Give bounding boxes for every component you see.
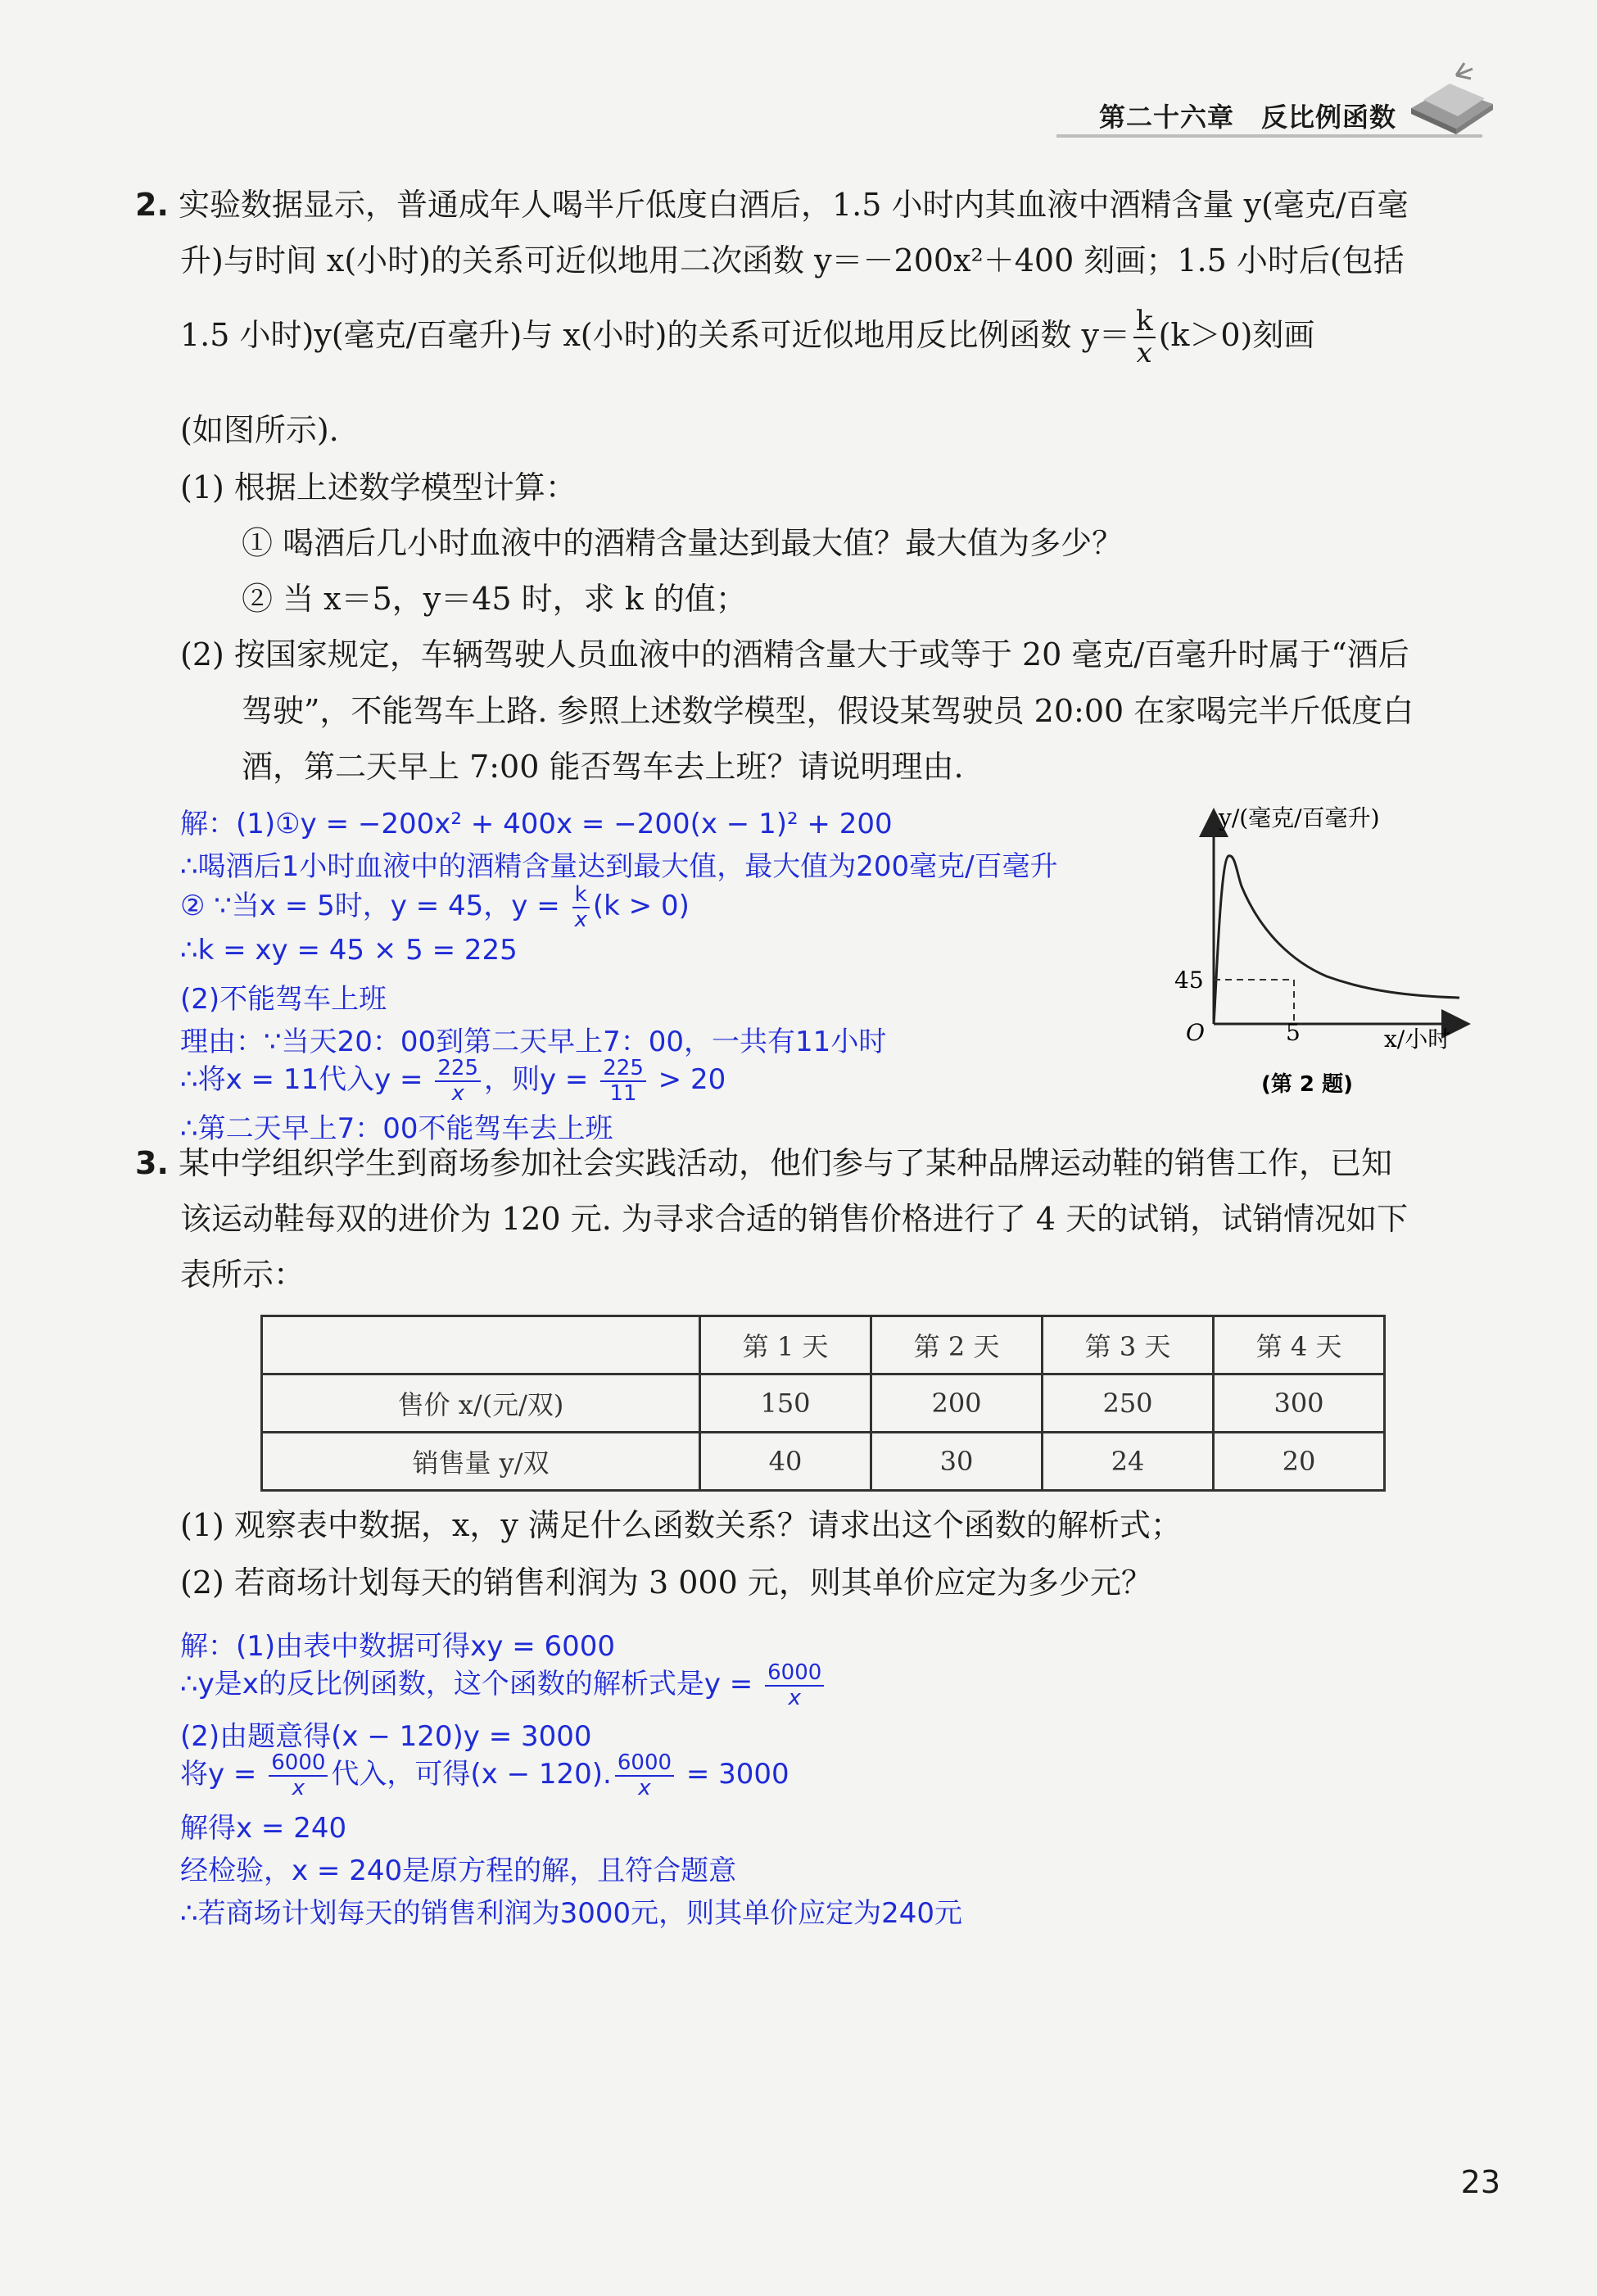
frac-den: x (292, 1775, 305, 1800)
q2-line3-text: 1.5 小时)y(毫克/百毫升)与 x(小时)的关系可近似地用反比例函数 y＝ (180, 316, 1130, 353)
table-header-cell: 第 3 天 (1043, 1316, 1214, 1374)
q3-line1 (135, 1145, 1392, 1183)
q2-line4: (如图所示). (180, 412, 339, 448)
curve (1214, 856, 1459, 1024)
frac-num: 6000 (269, 1751, 328, 1777)
table-cell: 150 (700, 1374, 871, 1433)
x-tick-5: 5 (1286, 1019, 1301, 1046)
q2-answer-5: (2)不能驾车上班 (180, 983, 387, 1016)
frac-den: x (1136, 337, 1152, 370)
q2-part2-line2: 驾驶”，不能驾车上路. 参照上述数学模型，假设某驾驶员 20:00 在家喝完半斤低度白 (242, 693, 1414, 729)
q2-text-line1: 实验数据显示，普通成年人喝半斤低度白酒后，1.5 小时内其血液中酒精含量 y(毫克/百毫 (178, 187, 1409, 223)
q3-answer-6: 经检验，x = 240是原方程的解，且符合题意 (180, 1854, 737, 1887)
table-cell: 20 (1214, 1433, 1385, 1491)
a7-post: > 20 (649, 1063, 726, 1097)
q3-line2: 该运动鞋每双的进价为 120 元. 为寻求合适的销售价格进行了 4 天的试销，试销情况如下 (180, 1201, 1409, 1237)
a7-mid: ，则y = (484, 1063, 598, 1097)
frac-num: 6000 (765, 1661, 824, 1687)
chapter-title: 第二十六章 反比例函数 (1098, 102, 1396, 133)
q2-sub2: ② 当 x＝5，y＝45 时，求 k 的值； (242, 581, 747, 617)
a3-pre: ② ∵当x = 5时，y = 45，y = (180, 890, 569, 923)
table-row (262, 1433, 1385, 1491)
q2-line3 (180, 306, 1314, 369)
page-number: 23 (1460, 2164, 1500, 2200)
q2-sub1: ① 喝酒后几小时血液中的酒精含量达到最大值？最大值为多少？ (242, 525, 1124, 561)
x-axis-label: x/小时 (1384, 1026, 1451, 1053)
frac-den: x (638, 1775, 651, 1800)
frac-num: 6000 (615, 1751, 674, 1777)
frac-num: 225 (435, 1057, 481, 1082)
b4-fraction-1 (269, 1751, 328, 1800)
q2-answer-2: ∴喝酒后1小时血液中的酒精含量达到最大值，最大值为200毫克/百毫升 (180, 850, 1058, 883)
table-header-cell: 第 4 天 (1214, 1316, 1385, 1374)
table-cell: 24 (1043, 1433, 1214, 1491)
table-cell: 250 (1043, 1374, 1214, 1433)
q2-part2-line3: 酒，第二天早上 7:00 能否驾车去上班？请说明理由. (242, 749, 964, 785)
origin-label: O (1186, 1019, 1205, 1046)
q2-answer-4: ∴k = xy = 45 × 5 = 225 (180, 934, 518, 967)
b4-mid: 代入，可得(x − 120). (331, 1758, 612, 1791)
table-cell: 30 (871, 1433, 1043, 1491)
table-header-cell (262, 1316, 700, 1374)
q2-line3-post: (k＞0)刻画 (1158, 316, 1315, 353)
figure-caption: (第 2 题) (1261, 1072, 1353, 1097)
q3-part1: (1) 观察表中数据，x，y 满足什么函数关系？请求出这个函数的解析式； (180, 1507, 1182, 1543)
q3-answer-3: (2)由题意得(x − 120)y = 3000 (180, 1720, 592, 1753)
frac-num: k (1133, 306, 1156, 338)
table-row (262, 1374, 1385, 1433)
y-tick-45: 45 (1174, 967, 1204, 994)
table-header-cell: 第 1 天 (700, 1316, 871, 1374)
q3-line3: 表所示： (180, 1257, 305, 1293)
q2-fraction-k-over-x (1133, 306, 1156, 369)
q3-answer-1: 解：(1)由表中数据可得xy = 6000 (180, 1630, 616, 1663)
table-cell: 销售量 y/双 (262, 1433, 700, 1491)
table-cell: 300 (1214, 1374, 1385, 1433)
frac-den: 11 (609, 1080, 637, 1106)
b4-post: = 3000 (677, 1758, 789, 1791)
q3-text-line1: 某中学组织学生到商场参加社会实践活动，他们参与了某种品牌运动鞋的销售工作，已知 (178, 1145, 1392, 1181)
table-header-row (262, 1316, 1385, 1374)
frac-den: x (788, 1685, 801, 1710)
q2-number: 2. (135, 187, 169, 223)
q3-number: 3. (135, 1145, 169, 1181)
q2-answer-6: 理由：∵当天20：00到第二天早上7：00，一共有11小时 (180, 1026, 887, 1058)
b2-pre: ∴y是x的反比例函数，这个函数的解析式是y = (180, 1668, 762, 1701)
b4-fraction-2 (615, 1751, 674, 1800)
y-axis-label: y/(毫克/百毫升) (1219, 804, 1380, 831)
table-cell: 售价 x/(元/双) (262, 1374, 700, 1433)
a7-fraction-2 (600, 1057, 646, 1105)
header-divider (1056, 134, 1482, 138)
q3-answer-7: ∴若商场计划每天的销售利润为3000元，则其单价应定为240元 (180, 1897, 963, 1930)
q3-part2: (2) 若商场计划每天的销售利润为 3 000 元，则其单价应定为多少元？ (180, 1565, 1152, 1601)
a7-fraction-1 (435, 1057, 481, 1105)
q2-answer-1: 解：(1)①y = −200x² + 400x = −200(x − 1)² + 200 (180, 808, 893, 840)
q3-answer-2 (180, 1661, 827, 1710)
q2-part1: (1) 根据上述数学模型计算： (180, 469, 577, 505)
frac-den: x (574, 907, 587, 932)
q2-answer-7 (180, 1057, 726, 1105)
q2-figure (1163, 795, 1491, 1106)
q2-part2-line1: (2) 按国家规定，车辆驾驶人员血液中的酒精含量大于或等于 20 毫克/百毫升时属于“酒后 (180, 636, 1409, 672)
frac-num: 225 (600, 1057, 646, 1082)
b4-pre: 将y = (180, 1758, 266, 1791)
b2-fraction (765, 1661, 824, 1710)
a3-fraction (572, 883, 590, 931)
q2-line1 (135, 187, 1409, 224)
q2-answer-8: ∴第二天早上7：00不能驾车去上班 (180, 1112, 613, 1145)
frac-den: x (451, 1080, 464, 1106)
table-cell: 200 (871, 1374, 1043, 1433)
frac-num: k (572, 883, 590, 908)
q3-answer-5: 解得x = 240 (180, 1812, 347, 1845)
table-header-cell: 第 2 天 (871, 1316, 1043, 1374)
q2-line2: 升)与时间 x(小时)的关系可近似地用二次函数 y＝－200x²＋400 刻画；1.5 小时后(包括 (180, 242, 1405, 279)
table-cell: 40 (700, 1433, 871, 1491)
a7-pre: ∴将x = 11代入y = (180, 1063, 432, 1097)
q3-answer-4 (180, 1751, 789, 1800)
q2-answer-3 (180, 883, 690, 931)
sales-table (260, 1315, 1386, 1492)
book-icon (1407, 59, 1497, 144)
a3-post: (k > 0) (592, 890, 690, 923)
